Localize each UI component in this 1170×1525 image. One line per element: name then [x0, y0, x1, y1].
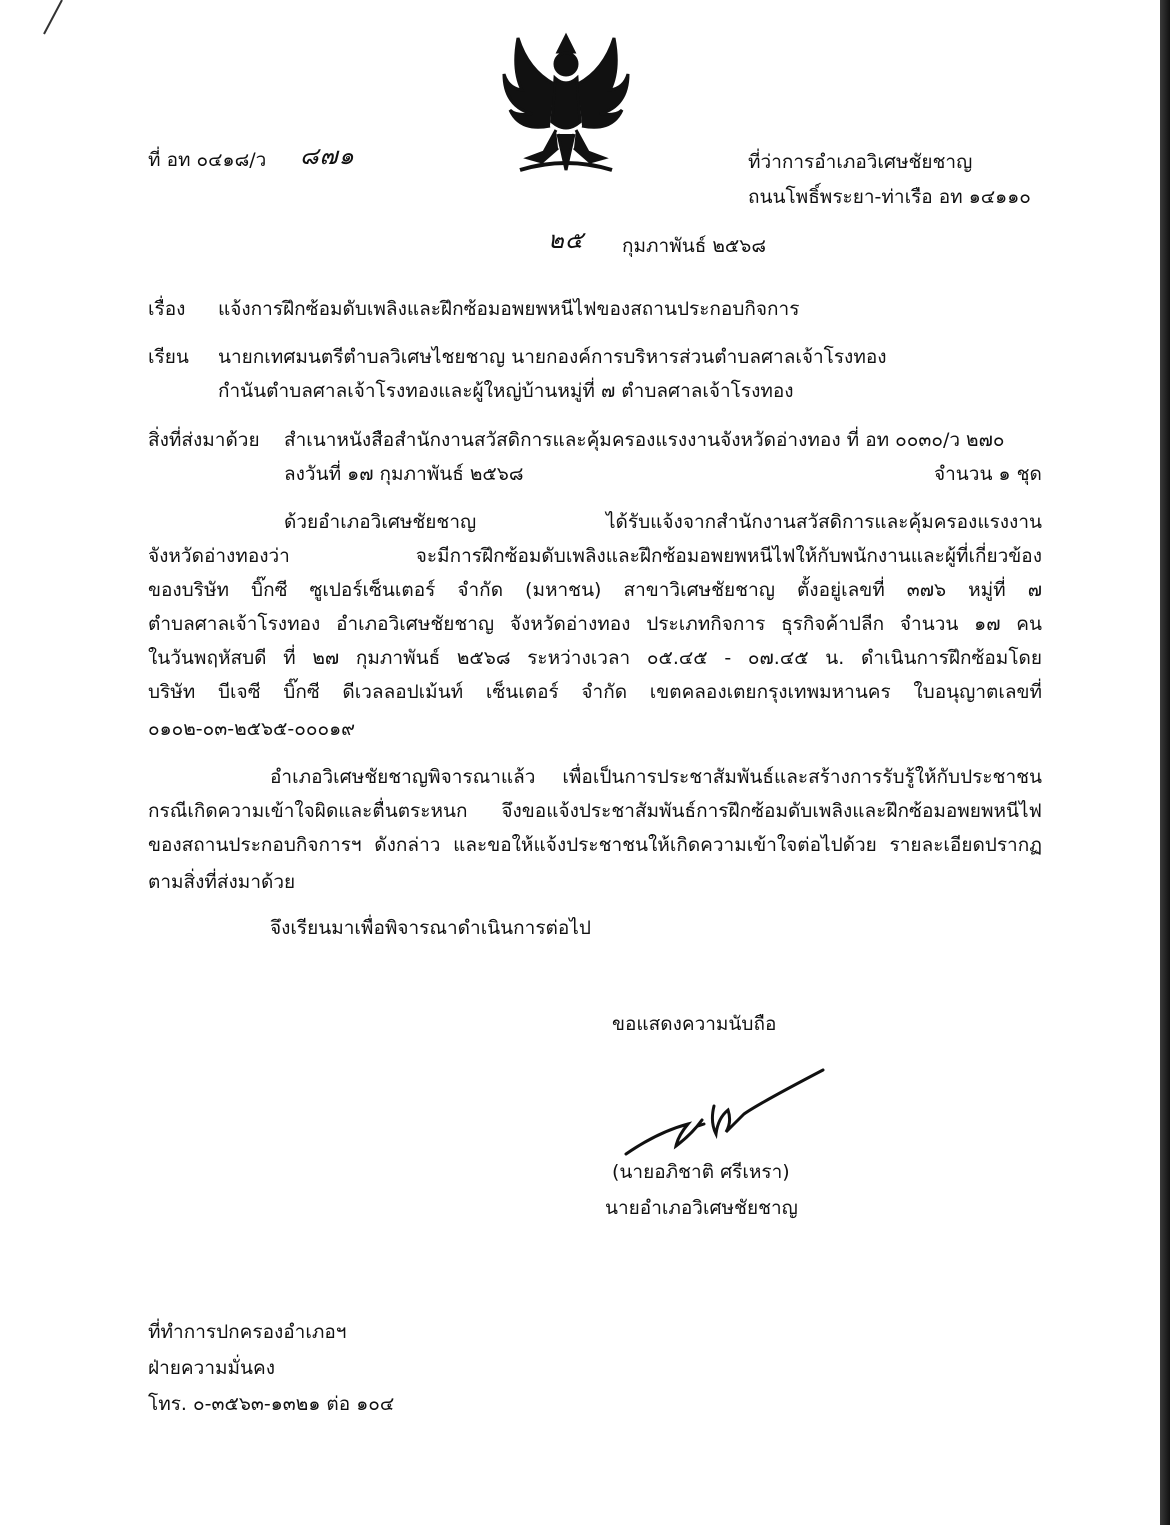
document-number: ที่ อท ๐๔๑๘/ว — [148, 149, 267, 171]
salutation: ขอแสดงความนับถือ — [612, 1013, 777, 1035]
scan-edge — [1160, 0, 1170, 1525]
paragraph-2-line: อำเภอวิเศษชัยชาญพิจารณาแล้ว เพื่อเป็นการประชาสัมพันธ์และสร้างการรับรู้ให้กับประชาชน — [270, 766, 1042, 788]
date-month-year: กุมภาพันธ์ ๒๕๖๘ — [622, 235, 766, 257]
paragraph-1-line: ตำบลศาลเจ้าโรงทอง อำเภอวิเศษชัยชาญ จังหวัดอ่างทอง ประเภทกิจการ ธุรกิจค้าปลีก จำนวน ๑๗ คน — [148, 613, 1042, 635]
enclosure-line-1: สำเนาหนังสือสำนักงานสวัสดิการและคุ้มครองแรงงานจังหวัดอ่างทอง ที่ อท ๐๐๓๐/ว ๒๗๐ — [284, 429, 1005, 451]
addressee-line-2: กำนันตำบลศาลเจ้าโรงทองและผู้ใหญ่บ้านหมู่ที่ ๗ ตำบลศาลเจ้าโรงทอง — [218, 380, 794, 402]
enclosure-quantity: จำนวน ๑ ชุด — [934, 463, 1042, 485]
office-name: ที่ว่าการอำเภอวิเศษชัยชาญ — [748, 151, 973, 173]
signatory-position: นายอำเภอวิเศษชัยชาญ — [605, 1197, 798, 1219]
enclosure-line-2: ลงวันที่ ๑๗ กุมภาพันธ์ ๒๕๖๘ — [284, 463, 524, 485]
office-address: ถนนโพธิ์พระยา-ท่าเรือ อท ๑๔๑๑๐ — [748, 186, 1031, 208]
paragraph-2-line: ของสถานประกอบกิจการฯ ดังกล่าว และขอให้แจ้งประชาชนให้เกิดความเข้าใจต่อไปด้วย รายละเอียดปรากฏ — [148, 834, 1042, 856]
footer-office: ที่ทำการปกครองอำเภอฯ — [148, 1321, 347, 1343]
paragraph-1-line: ของบริษัท บิ๊กซี ซูเปอร์เซ็นเตอร์ จำกัด (มหาชน) สาขาวิเศษชัยชาญ ตั้งอยู่เลขที่ ๓๗๖ หมู่ที่ ๗ — [148, 579, 1042, 601]
paragraph-1-line: ด้วยอำเภอวิเศษชัยชาญ ได้รับแจ้งจากสำนักงานสวัสดิการและคุ้มครองแรงงาน — [284, 511, 1042, 533]
garuda-emblem — [498, 30, 634, 180]
paragraph-1-line: บริษัท บีเจซี บิ๊กซี ดีเวลลอปเม้นท์ เซ็นเตอร์ จำกัด เขตคลองเตยกรุงเทพมหานคร ใบอนุญาตเลขที่ — [148, 681, 1042, 703]
paragraph-2-line: กรณีเกิดความเข้าใจผิดและตื่นตระหนก จึงขอแจ้งประชาสัมพันธ์การฝึกซ้อมดับเพลิงและฝึกซ้อมอพยพหนีไฟ — [148, 800, 1042, 822]
closing-request: จึงเรียนมาเพื่อพิจารณาดำเนินการต่อไป — [270, 917, 591, 939]
enclosure-label: สิ่งที่ส่งมาด้วย — [148, 429, 260, 451]
footer-section: ฝ่ายความมั่นคง — [148, 1357, 276, 1379]
subject-text: แจ้งการฝึกซ้อมดับเพลิงและฝึกซ้อมอพยพหนีไฟของสถานประกอบกิจการ — [218, 298, 800, 320]
paragraph-1-line: ๐๑๐๒-๐๓-๒๕๖๕-๐๐๐๑๙ — [148, 718, 356, 740]
document-number-handwritten: ๘๗๑ — [300, 142, 355, 170]
signatory-name: (นายอภิชาติ ศรีเหรา) — [612, 1161, 790, 1183]
paragraph-2-line: ตามสิ่งที่ส่งมาด้วย — [148, 871, 296, 893]
handwritten-signature — [618, 1062, 828, 1167]
addressee-line-1: นายกเทศมนตรีตำบลวิเศษไชยชาญ นายกองค์การบริหารส่วนตำบลศาลเจ้าโรงทอง — [218, 346, 887, 368]
date-day-handwritten: ๒๕ — [548, 226, 584, 254]
addressee-label: เรียน — [148, 346, 189, 368]
paragraph-1-line: ในวันพฤหัสบดี ที่ ๒๗ กุมภาพันธ์ ๒๕๖๘ ระหว่างเวลา ๐๕.๔๕ - ๐๗.๔๕ น. ดำเนินการฝึกซ้อมโดย — [148, 647, 1042, 669]
footer-phone: โทร. ๐-๓๕๖๓-๑๓๒๑ ต่อ ๑๐๔ — [148, 1393, 395, 1415]
paragraph-1-line: จังหวัดอ่างทองว่า จะมีการฝึกซ้อมดับเพลิงและฝึกซ้อมอพยพหนีไฟให้กับพนักงานและผู้ที่เกี่ยวข้อง — [148, 545, 1042, 567]
subject-label: เรื่อง — [148, 298, 186, 320]
pen-mark — [20, 0, 80, 40]
